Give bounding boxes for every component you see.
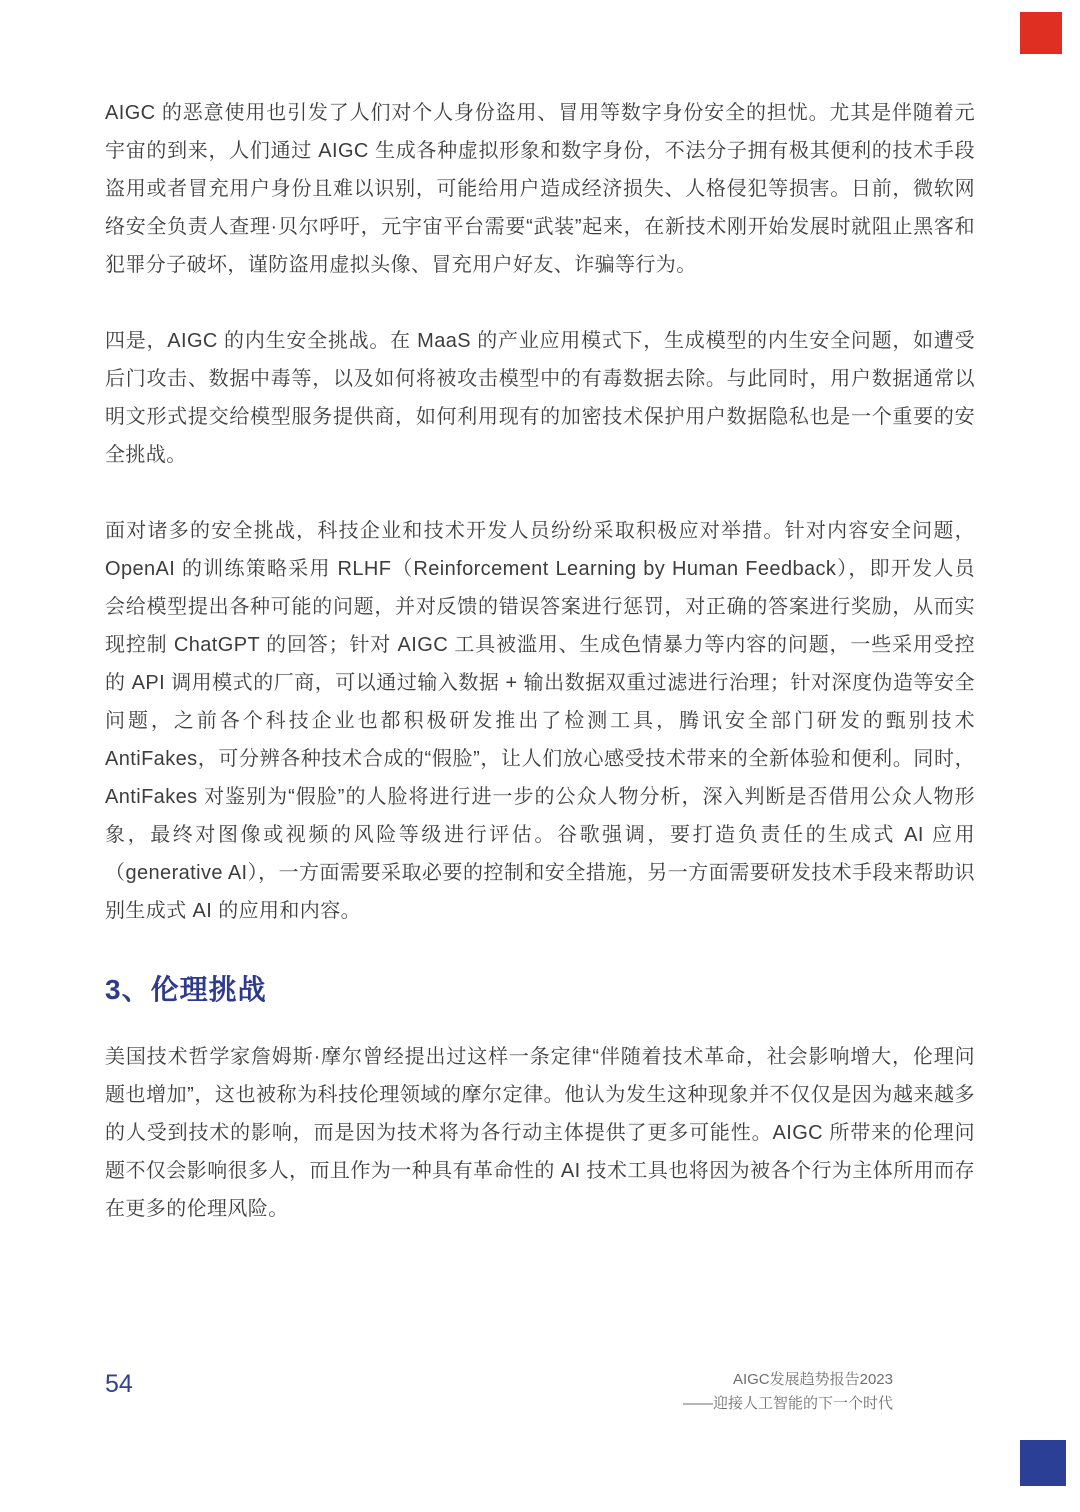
- section-heading-ethics-challenge: 3、伦理挑战: [105, 974, 267, 1005]
- page-number: 54: [105, 1370, 133, 1398]
- corner-accent-blue-square: [1020, 1440, 1066, 1486]
- body-paragraph-intrinsic-security: 四是，AIGC 的内生安全挑战。在 MaaS 的产业应用模式下，生成模型的内生安全问题，如遭受后门攻击、数据中毒等，以及如何将被攻击模型中的有毒数据去除。与此同时，用户数据通常以明文形式提交给模型服务提供商，如何利用现有的加密技术保护用户数据隐私也是一个重要的安全挑战。: [105, 330, 975, 466]
- page-footer: [105, 1364, 975, 1434]
- corner-accent-red-square: [1020, 12, 1062, 54]
- body-paragraph-identity-security: AIGC 的恶意使用也引发了人们对个人身份盗用、冒用等数字身份安全的担忧。尤其是伴随着元宇宙的到来，人们通过 AIGC 生成各种虚拟形象和数字身份，不法分子拥有极其便利的技术手段盗用或者冒充用户身份且难以识别，可能给用户造成经济损失、人格侵犯等损害。日前，微软网络安全负责人查理·贝尔呼吁，元宇宙平台需要“武装”起来，在新技术刚开始发展时就阻止黑客和犯罪分子破坏，谨防盗用虚拟头像、冒充用户好友、诈骗等行为。: [105, 102, 975, 276]
- footer-report-title: AIGC发展趋势报告2023: [732, 1371, 893, 1388]
- footer-report-subtitle: ——迎接人工智能的下一个时代: [682, 1395, 893, 1412]
- page-content: [105, 94, 975, 1228]
- body-paragraph-moore-law-ethics: 美国技术哲学家詹姆斯·摩尔曾经提出过这样一条定律“伴随着技术革命，社会影响增大，伦理问题也增加”，这也被称为科技伦理领域的摩尔定律。他认为发生这种现象并不仅仅是因为越来越多的人受到技术的影响，而是因为技术将为各行动主体提供了更多可能性。AIGC 所带来的伦理问题不仅会影响很多人，而且作为一种具有革命性的 AI 技术工具也将因为被各个行为主体所用而存在更多的伦理风险。: [105, 1046, 975, 1220]
- body-paragraph-countermeasures: 面对诸多的安全挑战，科技企业和技术开发人员纷纷采取积极应对举措。针对内容安全问题，OpenAI 的训练策略采用 RLHF（Reinforcement Learning by Human Feedback），即开发人员会给模型提出各种可能的问题，并对反馈的错误答案进行惩罚，对正确的答案进行奖励，从而实现控制 ChatGPT 的回答；针对 AIGC 工具被滥用、生成色情暴力等内容的问题，一些采用受控的 API 调用模式的厂商，可以通过输入数据 + 输出数据双重过滤进行治理；针对深度伪造等安全问题，之前各个科技企业也都积极研发推出了检测工具，腾讯安全部门研发的甄别技术 AntiFakes，可分辨各种技术合成的“假脸”，让人们放心感受技术带来的全新体验和便利。同时，AntiFakes 对鉴别为“假脸”的人脸将进行进一步的公众人物分析，深入判断是否借用公众人物形象，最终对图像或视频的风险等级进行评估。谷歌强调，要打造负责任的生成式 AI 应用（generative AI），一方面需要采取必要的控制和安全措施，另一方面需要研发技术手段来帮助识别生成式 AI 的应用和内容。: [105, 520, 975, 922]
- footer-report-info: [683, 1368, 893, 1416]
